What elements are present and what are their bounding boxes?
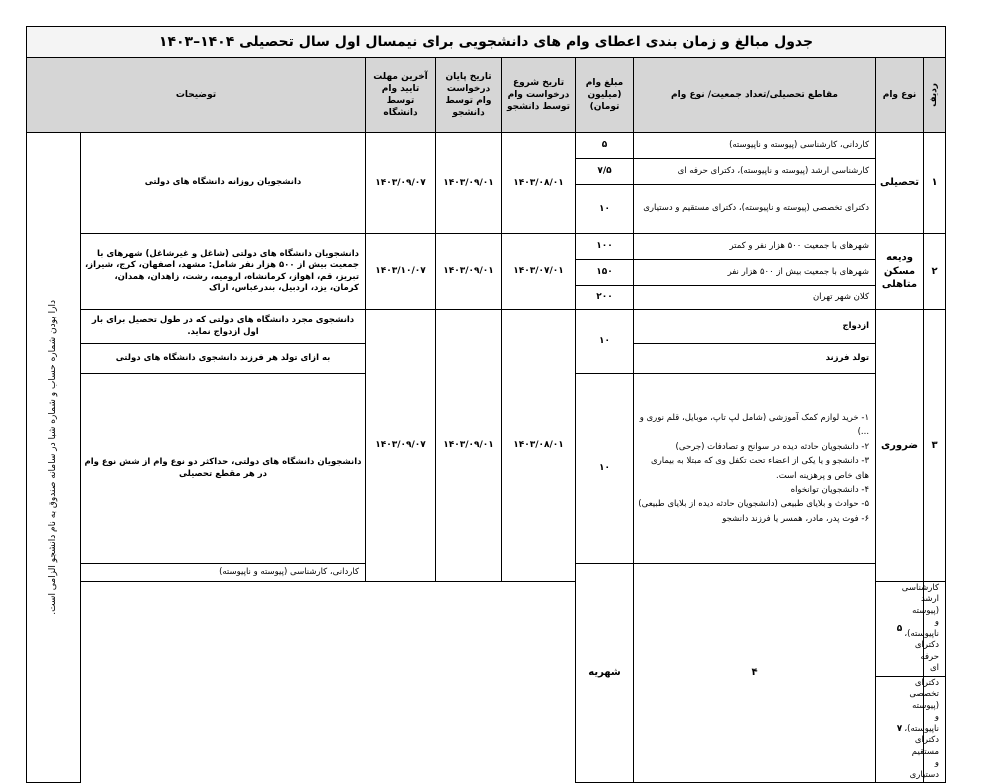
header-confirm-deadline: آخرین مهلت تایید وام توسط دانشگاه bbox=[366, 58, 436, 133]
row4-radif: ۴ bbox=[634, 564, 876, 783]
row3-confirm-deadline: ۱۴۰۳/۰۹/۰۷ bbox=[366, 310, 436, 582]
row4-amount-2: ۵ bbox=[876, 582, 924, 677]
row1-level-2: کارشناسی ارشد (پیوسته و ناپیوسته)، دکترای حرفه ای bbox=[634, 159, 876, 185]
row1-amount-1: ۵ bbox=[576, 133, 634, 159]
row2-type: ودیعه مسکن متاهلی bbox=[876, 234, 924, 310]
row3-level-3: ۱- خرید لوازم کمک آموزشی (شامل لپ تاپ، موبایل، قلم نوری و ...) ۲- دانشجویان حادثه دیده در سوانح و تصادفات (جرحی) ۳- دانشجو و یا یکی از اعضاء تحت تکفل وی که مبتلا به بیماری های خاص و پرهزینه است. ۴- دانشجویان توانخواه ۵- حوادث و بلایای طبیعی (دانشجویان حادثه دیده از بلایای طبیعی) ۶- فوت پدر، مادر، همسر یا فرزند دانشجو bbox=[634, 374, 876, 564]
header-levels: مقاطع تحصیلی/تعداد جمعیت/ نوع وام bbox=[634, 58, 876, 133]
row2-amount-1: ۱۰۰ bbox=[576, 234, 634, 260]
row4-level-2: کارشناسی ارشد (پیوسته و ناپیوسته)، دکترای حرفه ای bbox=[924, 582, 946, 677]
row3-level-1: ازدواج bbox=[634, 310, 876, 344]
row1-confirm-deadline: ۱۴۰۳/۰۹/۰۷ bbox=[366, 133, 436, 234]
row1-level-3: دکترای تخصصی (پیوسته و ناپیوسته)، دکترای مستقیم و دستیاری bbox=[634, 185, 876, 234]
row3-type: ضروری bbox=[876, 310, 924, 582]
row3-note-3: دانشجویان دانشگاه های دولتی، حداکثر دو نوع وام از شش نوع وام در هر مقطع تحصیلی bbox=[81, 374, 366, 564]
row3-amount-2: ۱۰ bbox=[576, 374, 634, 564]
row1-type: تحصیلی bbox=[876, 133, 924, 234]
row4-level-3: دکترای تخصصی (پیوسته و ناپیوسته)، دکترای مستقیم و دستیاری bbox=[924, 676, 946, 782]
loan-schedule-table bbox=[26, 26, 946, 783]
row1-note: دانشجویان روزانه دانشگاه های دولتی bbox=[81, 133, 366, 234]
side-note: دارا بودن شماره حساب و شماره شبا در سامانه صندوق به نام دانشجو الزامی است. bbox=[47, 300, 58, 615]
header-radif-label: ردیف bbox=[929, 83, 940, 107]
row1-start-date: ۱۴۰۳/۰۸/۰۱ bbox=[502, 133, 576, 234]
row1-amount-2: ۷/۵ bbox=[576, 159, 634, 185]
row3-note-1: دانشجوی مجرد دانشگاه های دولتی که در طول تحصیل برای بار اول ازدواج نماید. bbox=[81, 310, 366, 344]
header-end-date: تاریخ پایان درخواست وام توسط دانشجو bbox=[436, 58, 502, 133]
row2-note: دانشجویان دانشگاه های دولتی (شاغل و غیرشاغل) شهرهای با جمعیت بیش از ۵۰۰ هزار نفر شامل: مشهد، اصفهان، کرج، شیراز، تبریز، قم، اهواز، کرمانشاه، ارومیه، رشت، زاهدان، همدان، کرمان، یزد، اردبیل، بندرعباس، اراک bbox=[81, 234, 366, 310]
row2-amount-3: ۲۰۰ bbox=[576, 286, 634, 310]
row3-amount-1: ۱۰ bbox=[576, 310, 634, 374]
row2-radif: ۲ bbox=[924, 234, 946, 310]
row1-radif: ۱ bbox=[924, 133, 946, 234]
header-amount: مبلغ وام (میلیون تومان) bbox=[576, 58, 634, 133]
row3-level-2: تولد فرزند bbox=[634, 344, 876, 374]
row3-end-date: ۱۴۰۳/۰۹/۰۱ bbox=[436, 310, 502, 582]
row4-level-1: کاردانی، کارشناسی (پیوسته و ناپیوسته) bbox=[81, 564, 366, 582]
row2-amount-2: ۱۵۰ bbox=[576, 260, 634, 286]
row2-start-date: ۱۴۰۳/۰۷/۰۱ bbox=[502, 234, 576, 310]
row3-note-2: به ازای تولد هر فرزند دانشجوی دانشگاه های دولتی bbox=[81, 344, 366, 374]
row2-end-date: ۱۴۰۳/۰۹/۰۱ bbox=[436, 234, 502, 310]
row3-radif: ۳ bbox=[924, 310, 946, 582]
row3-start-date: ۱۴۰۳/۰۸/۰۱ bbox=[502, 310, 576, 582]
row2-level-3: کلان شهر تهران bbox=[634, 286, 876, 310]
row4-type: شهریه bbox=[576, 564, 634, 783]
header-notes: توضیحات bbox=[27, 58, 366, 133]
row2-confirm-deadline: ۱۴۰۳/۱۰/۰۷ bbox=[366, 234, 436, 310]
row2-level-2: شهرهای با جمعیت بیش از ۵۰۰ هزار نفر bbox=[634, 260, 876, 286]
page-title: جدول مبالغ و زمان بندی اعطای وام های دانشجویی برای نیمسال اول سال تحصیلی ۱۴۰۴–۱۴۰۳ bbox=[27, 27, 946, 58]
header-radif bbox=[924, 58, 946, 133]
row1-end-date: ۱۴۰۳/۰۹/۰۱ bbox=[436, 133, 502, 234]
row1-level-1: کاردانی، کارشناسی (پیوسته و ناپیوسته) bbox=[634, 133, 876, 159]
header-start-date: تاریخ شروع درخواست وام توسط دانشجو bbox=[502, 58, 576, 133]
header-loan-type: نوع وام bbox=[876, 58, 924, 133]
side-note-cell bbox=[27, 133, 81, 783]
row4-amount-3: ۷ bbox=[876, 676, 924, 782]
row1-amount-3: ۱۰ bbox=[576, 185, 634, 234]
row2-level-1: شهرهای با جمعیت ۵۰۰ هزار نفر و کمتر bbox=[634, 234, 876, 260]
